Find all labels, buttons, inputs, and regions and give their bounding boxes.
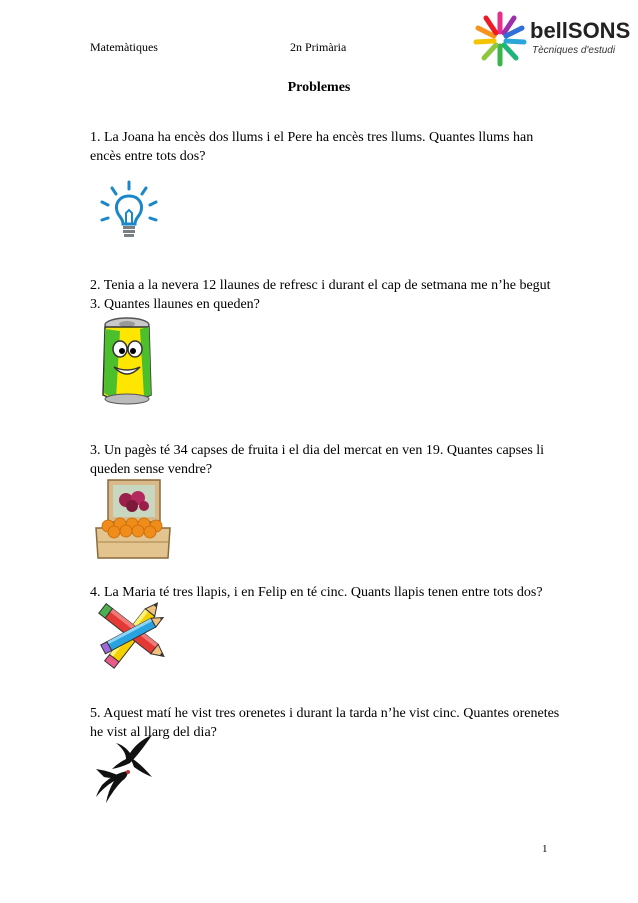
header-subject: Matemàtiques [90, 40, 158, 54]
lightbulb-icon [98, 180, 160, 247]
soda-can-icon [98, 315, 156, 412]
problem-4-text: 4. La Maria té tres llapis, i en Felip en té cinc. Quants llapis tenen entre tots dos? [90, 585, 543, 600]
page-title: Problemes [287, 80, 351, 95]
problem-1-text: 1. La Joana ha encès dos llums i el Pere ha encès tres llums. Quantes llums han encès entre tots dos? [90, 130, 534, 164]
logo-brand: bellSONS [530, 18, 631, 43]
problem-3-text: 3. Un pagès té 34 capses de fruita i el dia del mercat en ven 19. Quantes capses li queden sense vendre? [90, 443, 545, 477]
page-number: 1 [542, 843, 548, 855]
problem-2-text: 2. Tenia a la nevera 12 llaunes de refresc i durant el cap de setmana me n’he begut 3. Quantes llaunes en queden? [90, 278, 551, 312]
bellsons-logo [470, 8, 631, 68]
starburst-icon [470, 8, 530, 68]
swallows-icon [94, 733, 158, 810]
problem-5-text: 5. Aquest matí he vist tres orenetes i durant la tarda n’he vist cinc. Quantes orenetes he vist al llarg del dia? [90, 706, 560, 740]
header-grade: 2n Primària [290, 40, 347, 54]
fruit-box-icon [94, 478, 172, 567]
pencils-icon [94, 597, 174, 674]
logo-tagline: Tècniques d'estudi [532, 45, 616, 56]
